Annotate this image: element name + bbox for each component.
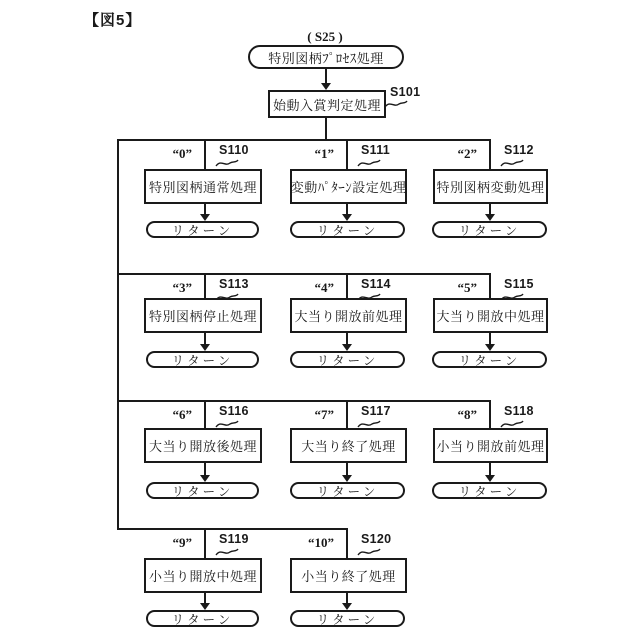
connector-line [489,463,491,475]
case-label-1: “1” [314,146,334,161]
connector-line [204,204,206,214]
leader-squiggle-icon [357,158,381,168]
process-box-s112: 特別図柄変動処理 [433,169,548,204]
case-label-5: “5” [457,280,477,295]
process-box-s110: 特別図柄通常処理 [144,169,262,204]
step-label-s111: S111 [361,143,391,157]
return-terminal-s120: リターン [290,610,405,627]
case-label-6: “6” [172,407,192,422]
step-label-s115: S115 [504,277,534,291]
return-terminal-s119: リターン [146,610,259,627]
connector-line [489,400,491,428]
step-label-s118: S118 [504,404,534,418]
process-box-s120: 小当り終了処理 [290,558,407,593]
arrowhead-icon [321,83,331,90]
connector-line [346,593,348,603]
connector-line [489,139,491,169]
process-box-s119: 小当り開放中処理 [144,558,262,593]
case-label-9: “9” [172,535,192,550]
return-terminal-s113: リターン [146,351,259,368]
process-box-s117: 大当り終了処理 [290,428,407,463]
connector-line [204,273,206,298]
process-box-s115: 大当り開放中処理 [433,298,548,333]
connector-line [489,273,491,298]
step-label-s101: S101 [390,85,421,99]
connector-line [204,593,206,603]
return-terminal-s115: リターン [432,351,547,368]
return-terminal-s110: リターン [146,221,259,238]
step-label-s114: S114 [361,277,391,291]
return-terminal-s117: リターン [290,482,405,499]
connector-line [346,204,348,214]
process-box-s118: 小当り開放前処理 [433,428,548,463]
trunk-line [117,139,119,530]
return-terminal-s112: リターン [432,221,547,238]
step-label-s117: S117 [361,404,391,418]
case-label-8: “8” [457,407,477,422]
connector-line [346,273,348,298]
case-label-3: “3” [172,280,192,295]
connector-line [204,463,206,475]
connector-line [489,333,491,344]
process-box-s113: 特別図柄停止処理 [144,298,262,333]
step-label-s120: S120 [361,532,392,546]
connector-line [325,69,327,83]
step-label-s119: S119 [219,532,249,546]
start-terminal: 特別図柄ﾌﾟﾛｾｽ処理 [248,45,404,69]
return-terminal-s116: リターン [146,482,259,499]
process-box-s114: 大当り開放前処理 [290,298,407,333]
process-box-s111: 変動ﾊﾟﾀｰﾝ設定処理 [290,169,407,204]
process-box-s116: 大当り開放後処理 [144,428,262,463]
bus-line-row1 [117,139,491,141]
return-terminal-s111: リターン [290,221,405,238]
connector-line [346,463,348,475]
case-label-10: “10” [308,535,334,550]
step-label-s116: S116 [219,404,249,418]
connector-line [204,528,206,558]
case-label-7: “7” [314,407,334,422]
return-terminal-s114: リターン [290,351,405,368]
leader-squiggle-icon [500,158,524,168]
connector-line [204,400,206,428]
connector-line [346,333,348,344]
connector-line [346,528,348,558]
bus-line-row4 [117,528,348,530]
leader-squiggle-icon [215,547,239,557]
connector-line [346,139,348,169]
figure-number-label: 【図5】 [84,12,142,29]
connector-line [346,400,348,428]
step-label-s110: S110 [219,143,249,157]
connector-line [325,118,327,139]
process-box-s101: 始動入賞判定処理 [268,90,386,118]
step-label-s112: S112 [504,143,534,157]
connector-line [204,333,206,344]
step-label-s113: S113 [219,277,249,291]
leader-squiggle-icon [215,158,239,168]
bus-line-row2 [117,273,491,275]
leader-squiggle-icon [384,99,408,109]
leader-squiggle-icon [357,547,381,557]
case-label-4: “4” [314,280,334,295]
bus-line-row3 [117,400,491,402]
case-label-0: “0” [172,146,192,161]
entry-step-ref: ( S25 ) [307,29,343,44]
case-label-2: “2” [457,146,477,161]
connector-line [204,139,206,169]
connector-line [489,204,491,214]
return-terminal-s118: リターン [432,482,547,499]
